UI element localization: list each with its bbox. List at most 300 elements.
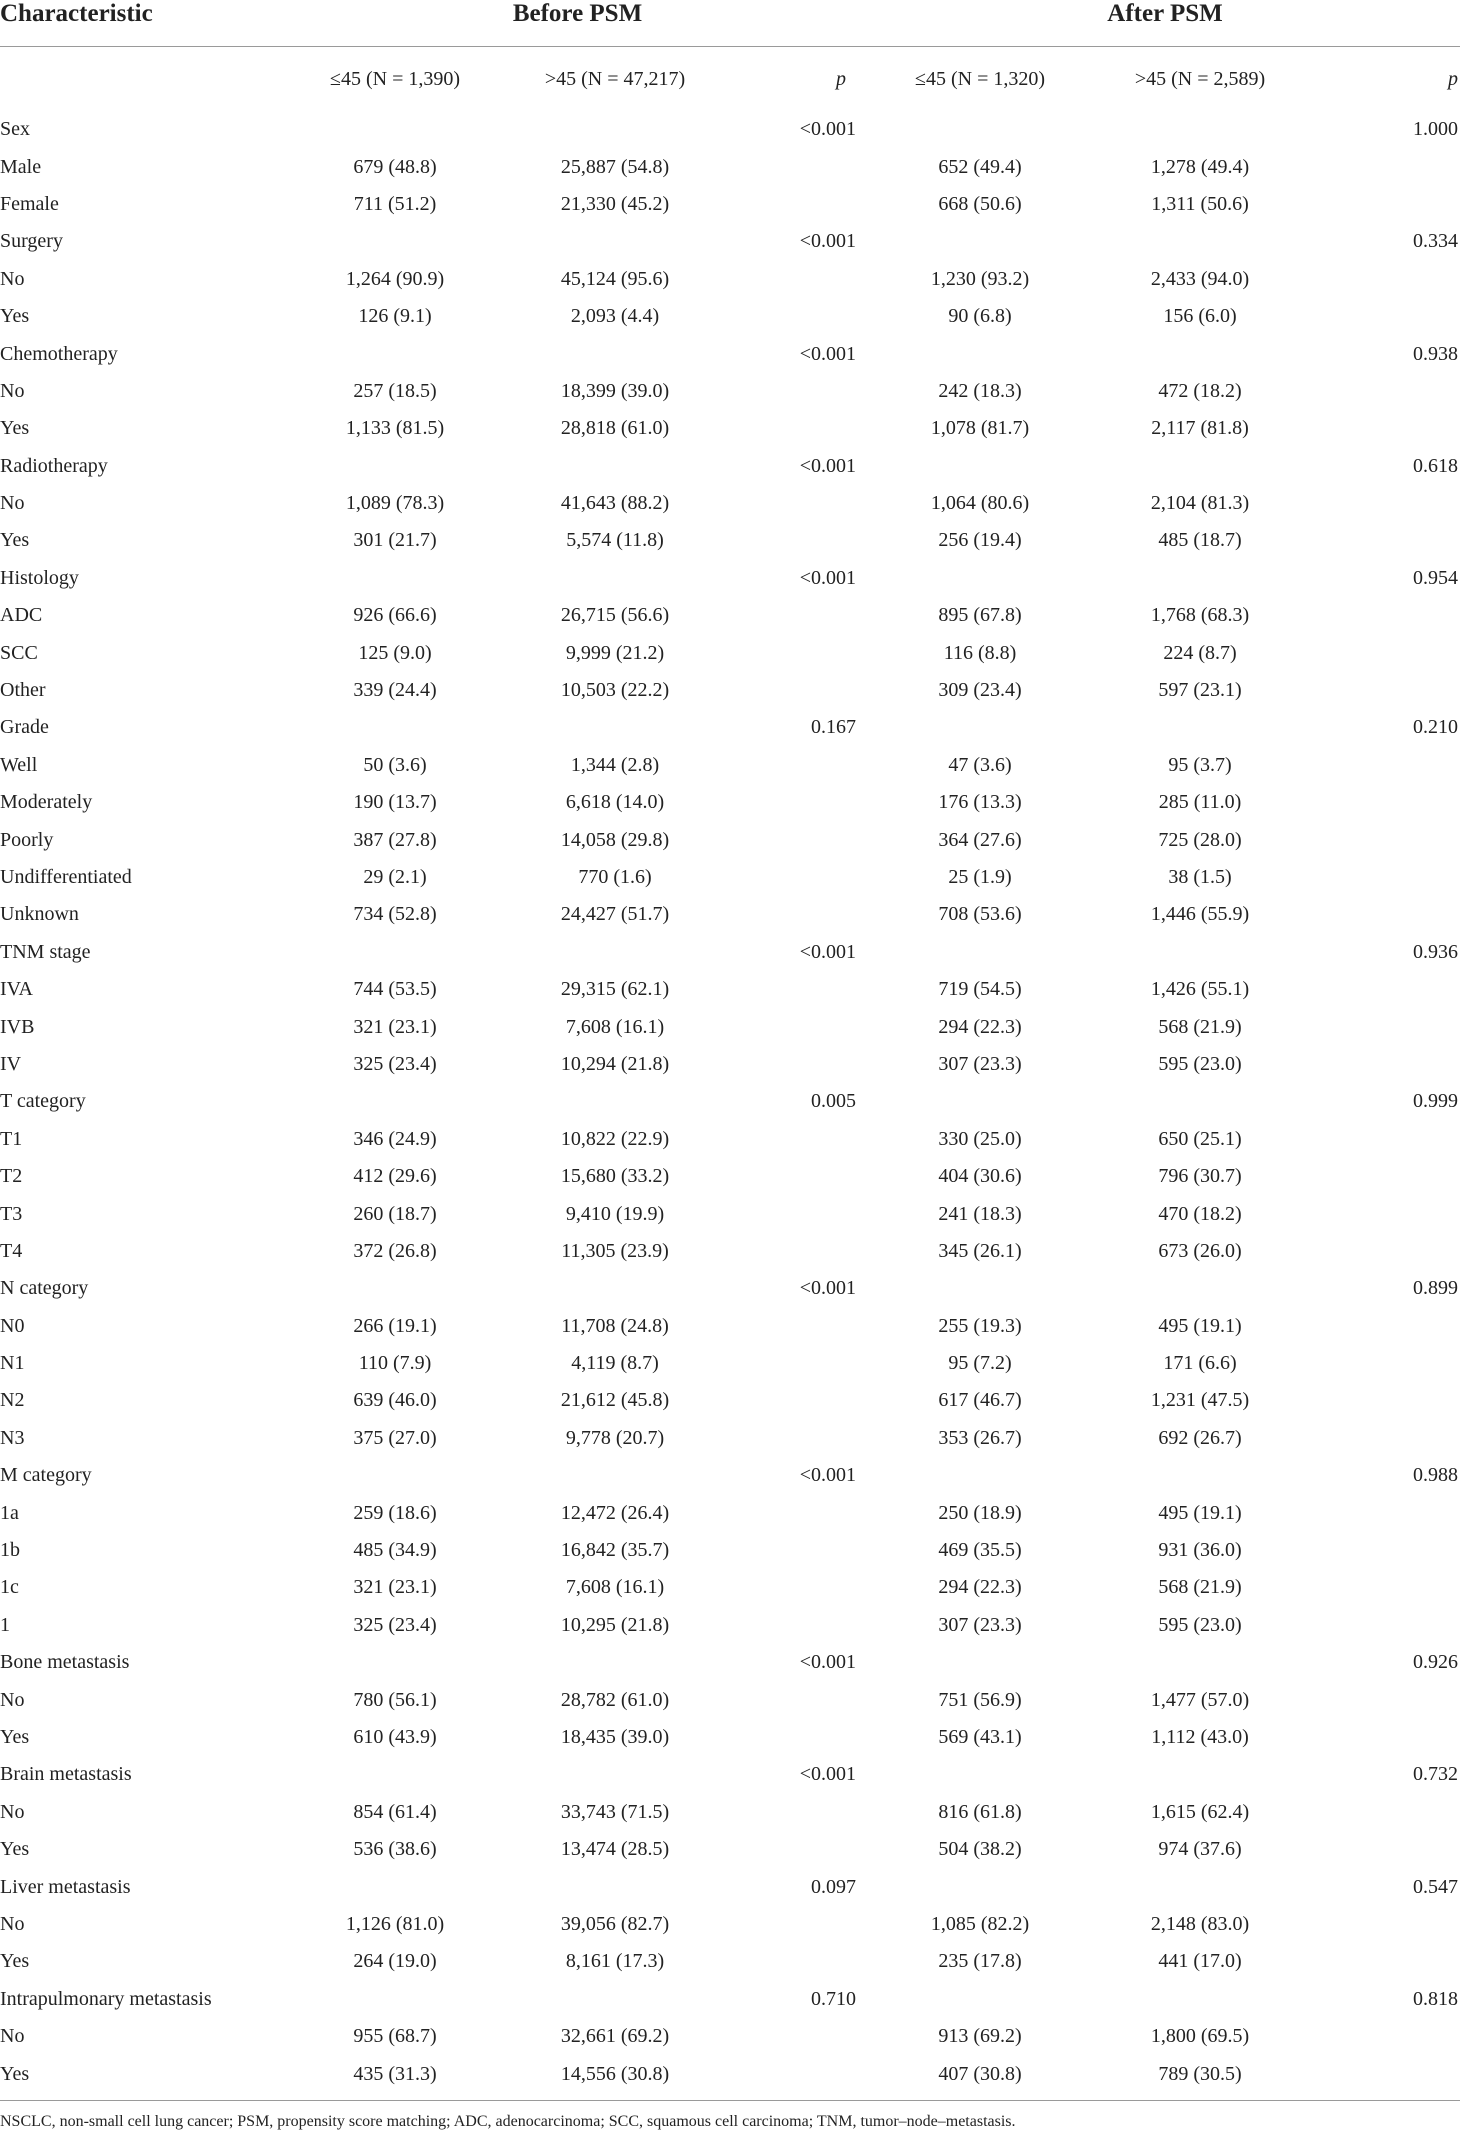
cell-after-le45: 176 (13.3)	[938, 791, 1022, 814]
cell-before-gt45: 7,608 (16.1)	[565, 1576, 665, 1599]
cell-before-gt45: 21,330 (45.2)	[560, 192, 670, 215]
cell-after-le45: 116 (8.8)	[943, 641, 1017, 664]
cell-before-p	[725, 2055, 870, 2092]
cell-after-le45	[870, 335, 1090, 372]
cell-characteristic: T2	[0, 1165, 23, 1188]
table-row	[0, 1195, 1460, 1232]
cell-before-le45: 1,089 (78.3)	[345, 492, 445, 515]
cell-before-le45: 110 (7.9)	[358, 1352, 432, 1375]
table-row	[0, 1681, 1460, 1718]
cell-after-gt45	[1090, 1083, 1310, 1120]
cell-before-p	[725, 859, 870, 896]
cell-before-gt45: 10,295 (21.8)	[560, 1613, 670, 1636]
cell-after-le45	[870, 560, 1090, 597]
cell-after-p	[1310, 2018, 1460, 2055]
table-row	[0, 1121, 1460, 1158]
cell-before-p	[725, 1420, 870, 1457]
cell-before-gt45: 9,778 (20.7)	[565, 1426, 665, 1449]
cell-before-p: <0.001	[799, 1464, 857, 1487]
cell-after-gt45: 1,426 (55.1)	[1150, 978, 1250, 1001]
cell-after-le45: 95 (7.2)	[948, 1352, 1012, 1375]
cell-characteristic: Male	[0, 155, 42, 178]
cell-before-p	[725, 971, 870, 1008]
cell-before-p	[725, 1831, 870, 1868]
cell-after-p	[1310, 1607, 1460, 1644]
cell-before-p: <0.001	[799, 230, 857, 253]
cell-before-gt45: 10,503 (22.2)	[560, 679, 670, 702]
cell-after-gt45: 1,446 (55.9)	[1150, 903, 1250, 926]
cell-before-le45: 1,264 (90.9)	[345, 267, 445, 290]
cell-before-gt45	[505, 1981, 725, 2018]
cell-after-le45: 25 (1.9)	[948, 866, 1012, 888]
cell-after-gt45	[1090, 223, 1310, 260]
cell-after-p: 0.936	[1413, 940, 1459, 963]
table-header	[0, 0, 1460, 111]
cell-before-gt45: 45,124 (95.6)	[560, 267, 670, 290]
table-row	[0, 1382, 1460, 1419]
cell-after-p	[1310, 821, 1460, 858]
cell-after-le45	[870, 934, 1090, 971]
cell-before-le45: 372 (26.8)	[353, 1239, 437, 1262]
cell-before-p: <0.001	[799, 1651, 857, 1674]
cell-after-le45: 353 (26.7)	[938, 1426, 1022, 1449]
header-row-subgroups	[0, 47, 1460, 112]
cell-after-gt45: 224 (8.7)	[1163, 641, 1237, 664]
cell-before-gt45: 28,782 (61.0)	[560, 1688, 670, 1711]
header-before-le45: ≤45 (N = 1,390)	[285, 47, 505, 112]
cell-before-gt45: 6,618 (14.0)	[565, 791, 665, 814]
cell-characteristic: Histology	[0, 566, 79, 589]
cell-before-p: 0.167	[811, 716, 857, 739]
table-row	[0, 2055, 1460, 2092]
cell-after-le45	[870, 1756, 1090, 1793]
cell-after-gt45: 2,104 (81.3)	[1150, 492, 1250, 515]
cell-before-gt45: 8,161 (17.3)	[565, 1950, 665, 1973]
table-row	[0, 485, 1460, 522]
cell-before-le45	[285, 934, 505, 971]
cell-after-gt45: 472 (18.2)	[1158, 379, 1242, 402]
cell-characteristic: Female	[0, 192, 59, 215]
cell-after-gt45: 171 (6.6)	[1163, 1352, 1237, 1375]
cell-after-gt45: 692 (26.7)	[1158, 1426, 1242, 1449]
cell-before-gt45	[505, 1270, 725, 1307]
cell-after-p: 0.999	[1413, 1090, 1459, 1113]
cell-after-p: 0.954	[1413, 566, 1459, 589]
cell-after-le45: 404 (30.6)	[938, 1165, 1022, 1188]
cell-after-le45: 256 (19.4)	[938, 529, 1022, 552]
cell-after-le45: 816 (61.8)	[938, 1800, 1022, 1823]
cell-before-le45: 29 (2.1)	[363, 866, 427, 888]
table-row	[0, 448, 1460, 485]
cell-after-le45: 307 (23.3)	[938, 1613, 1022, 1636]
header-after-p: p	[1310, 47, 1460, 112]
cell-before-le45: 346 (24.9)	[353, 1127, 437, 1150]
cell-after-p	[1310, 186, 1460, 223]
cell-characteristic: 1a	[0, 1501, 19, 1524]
cell-after-p	[1310, 298, 1460, 335]
cell-before-p: <0.001	[799, 342, 857, 365]
cell-before-gt45	[505, 335, 725, 372]
cell-after-p	[1310, 485, 1460, 522]
cell-before-le45: 926 (66.6)	[353, 604, 437, 627]
cell-after-p: 0.988	[1413, 1464, 1459, 1487]
cell-after-le45: 309 (23.4)	[938, 679, 1022, 702]
cell-after-p	[1310, 634, 1460, 671]
table-row	[0, 1532, 1460, 1569]
cell-after-le45: 1,230 (93.2)	[930, 267, 1030, 290]
cell-before-p: <0.001	[799, 1763, 857, 1786]
cell-characteristic: Well	[0, 753, 38, 776]
cell-before-p	[725, 1308, 870, 1345]
cell-after-p	[1310, 1831, 1460, 1868]
cell-after-le45: 242 (18.3)	[938, 379, 1022, 402]
table-row	[0, 597, 1460, 634]
cell-before-le45: 339 (24.4)	[353, 679, 437, 702]
cell-characteristic: SCC	[0, 641, 38, 664]
cell-before-le45: 301 (21.7)	[353, 529, 437, 552]
cell-before-gt45: 10,294 (21.8)	[560, 1052, 670, 1075]
cell-after-le45: 1,085 (82.2)	[930, 1912, 1030, 1935]
cell-after-le45: 1,064 (80.6)	[930, 492, 1030, 515]
cell-before-p	[725, 148, 870, 185]
cell-after-le45: 294 (22.3)	[938, 1015, 1022, 1038]
cell-before-le45: 321 (23.1)	[353, 1576, 437, 1599]
cell-after-gt45: 1,800 (69.5)	[1150, 2025, 1250, 2048]
cell-characteristic: Grade	[0, 716, 49, 739]
cell-before-gt45: 13,474 (28.5)	[560, 1838, 670, 1861]
cell-before-le45: 50 (3.6)	[363, 753, 427, 776]
cell-after-p	[1310, 1943, 1460, 1980]
cell-characteristic: ADC	[0, 604, 43, 627]
cell-after-le45: 469 (35.5)	[938, 1539, 1022, 1562]
cell-before-le45: 780 (56.1)	[353, 1688, 437, 1711]
cell-after-p	[1310, 261, 1460, 298]
cell-before-gt45: 1,344 (2.8)	[570, 753, 660, 776]
cell-characteristic: Surgery	[0, 230, 63, 253]
cell-characteristic: Yes	[0, 2062, 30, 2085]
cell-after-p	[1310, 1532, 1460, 1569]
cell-after-le45: 345 (26.1)	[938, 1239, 1022, 1262]
table-row	[0, 1756, 1460, 1793]
cell-after-p	[1310, 971, 1460, 1008]
cell-characteristic: No	[0, 2025, 25, 2048]
cell-characteristic: T1	[0, 1127, 23, 1150]
cell-before-p	[725, 784, 870, 821]
table-row	[0, 1158, 1460, 1195]
cell-before-gt45: 28,818 (61.0)	[560, 417, 670, 440]
cell-before-le45: 259 (18.6)	[353, 1501, 437, 1524]
cell-before-p	[725, 373, 870, 410]
cell-after-le45: 1,078 (81.7)	[930, 417, 1030, 440]
cell-after-p	[1310, 1494, 1460, 1531]
cell-after-gt45: 650 (25.1)	[1158, 1127, 1242, 1150]
cell-before-gt45: 9,999 (21.2)	[565, 641, 665, 664]
cell-characteristic: No	[0, 1912, 25, 1935]
cell-before-gt45	[505, 709, 725, 746]
header-row-groups	[0, 0, 1460, 47]
cell-before-gt45	[505, 448, 725, 485]
cell-before-p: 0.005	[811, 1090, 857, 1113]
cell-before-le45	[285, 223, 505, 260]
cell-before-gt45: 770 (1.6)	[578, 866, 652, 888]
cell-before-le45: 190 (13.7)	[353, 791, 437, 814]
cell-before-p	[725, 747, 870, 784]
cell-before-p	[725, 1158, 870, 1195]
cell-after-p: 0.547	[1413, 1875, 1459, 1898]
cell-before-gt45	[505, 560, 725, 597]
cell-characteristic: Brain metastasis	[0, 1763, 132, 1786]
cell-before-p	[725, 1607, 870, 1644]
cell-characteristic: 1b	[0, 1539, 20, 1562]
cell-after-le45: 241 (18.3)	[938, 1202, 1022, 1225]
cell-after-le45: 751 (56.9)	[938, 1688, 1022, 1711]
cell-before-le45: 387 (27.8)	[353, 828, 437, 851]
cell-before-gt45: 18,399 (39.0)	[560, 379, 670, 402]
cell-characteristic: No	[0, 492, 25, 515]
cell-after-gt45: 796 (30.7)	[1158, 1165, 1242, 1188]
cell-before-p: <0.001	[799, 1277, 857, 1300]
cell-after-le45	[870, 1644, 1090, 1681]
cell-after-gt45: 441 (17.0)	[1158, 1950, 1242, 1973]
cell-characteristic: IVA	[0, 978, 33, 1001]
cell-before-p	[725, 485, 870, 522]
cell-characteristic: T4	[0, 1239, 23, 1262]
cell-after-p: 0.210	[1413, 716, 1459, 739]
cell-after-gt45: 2,148 (83.0)	[1150, 1912, 1250, 1935]
cell-before-p: 0.710	[811, 1987, 857, 2010]
cell-after-le45	[870, 1868, 1090, 1905]
cell-before-le45	[285, 560, 505, 597]
table-row	[0, 261, 1460, 298]
cell-characteristic: Yes	[0, 1725, 30, 1748]
table-row	[0, 747, 1460, 784]
cell-characteristic: Moderately	[0, 791, 93, 814]
table-row	[0, 560, 1460, 597]
cell-after-gt45	[1090, 1457, 1310, 1494]
cell-after-p: 0.818	[1413, 1987, 1459, 2010]
cell-before-gt45: 10,822 (22.9)	[560, 1127, 670, 1150]
cell-characteristic: N3	[0, 1426, 25, 1449]
cell-before-le45	[285, 709, 505, 746]
cell-before-gt45	[505, 1083, 725, 1120]
table-row	[0, 971, 1460, 1008]
cell-after-p: 0.618	[1413, 454, 1459, 477]
table-footnote: NSCLC, non-small cell lung cancer; PSM, propensity score matching; ADC, adenocarcinoma; SCC, squamous cell carcinoma; TNM, tumor–node–metastasis.	[0, 2100, 1460, 2131]
cell-before-p	[725, 261, 870, 298]
cell-characteristic: Poorly	[0, 828, 54, 851]
cell-after-p	[1310, 1382, 1460, 1419]
cell-after-gt45	[1090, 709, 1310, 746]
table-row	[0, 1420, 1460, 1457]
cell-before-p	[725, 1681, 870, 1718]
table-row	[0, 1607, 1460, 1644]
cell-after-p	[1310, 1008, 1460, 1045]
cell-after-le45	[870, 111, 1090, 148]
cell-before-p	[725, 1569, 870, 1606]
cell-before-le45: 1,126 (81.0)	[345, 1912, 445, 1935]
cell-characteristic: Intrapulmonary metastasis	[0, 1987, 212, 2010]
cell-after-p	[1310, 747, 1460, 784]
cell-before-p	[725, 1121, 870, 1158]
table-row	[0, 1943, 1460, 1980]
cell-after-p	[1310, 1046, 1460, 1083]
table-row	[0, 2018, 1460, 2055]
cell-before-p	[725, 1532, 870, 1569]
cell-before-gt45: 25,887 (54.8)	[560, 155, 670, 178]
cell-before-le45: 325 (23.4)	[353, 1613, 437, 1636]
cell-after-gt45: 568 (21.9)	[1158, 1576, 1242, 1599]
table-row	[0, 1868, 1460, 1905]
cell-before-le45: 536 (38.6)	[353, 1838, 437, 1861]
cell-before-le45: 126 (9.1)	[358, 305, 432, 328]
cell-after-p	[1310, 1794, 1460, 1831]
cell-before-le45	[285, 448, 505, 485]
cell-after-p	[1310, 1195, 1460, 1232]
table-row	[0, 1345, 1460, 1382]
cell-characteristic: T category	[0, 1090, 86, 1113]
cell-after-p	[1310, 522, 1460, 559]
cell-after-gt45: 2,117 (81.8)	[1151, 417, 1249, 440]
cell-after-gt45: 931 (36.0)	[1158, 1539, 1242, 1562]
cell-before-le45: 375 (27.0)	[353, 1426, 437, 1449]
cell-before-gt45: 41,643 (88.2)	[560, 492, 670, 515]
cell-after-le45: 652 (49.4)	[938, 155, 1022, 178]
cell-characteristic: Liver metastasis	[0, 1875, 131, 1898]
cell-before-p	[725, 896, 870, 933]
cell-characteristic: N2	[0, 1389, 25, 1412]
cell-before-gt45	[505, 1756, 725, 1793]
cell-before-gt45: 33,743 (71.5)	[560, 1800, 670, 1823]
cell-characteristic: IV	[0, 1052, 22, 1075]
cell-before-gt45: 24,427 (51.7)	[560, 903, 670, 926]
cell-after-gt45	[1090, 1981, 1310, 2018]
cell-after-gt45: 974 (37.6)	[1158, 1838, 1242, 1861]
table-row	[0, 1719, 1460, 1756]
cell-after-le45	[870, 709, 1090, 746]
cell-before-p: 0.097	[811, 1875, 857, 1898]
cell-before-le45: 435 (31.3)	[353, 2062, 437, 2085]
cell-after-gt45: 1,768 (68.3)	[1150, 604, 1250, 627]
cell-after-gt45: 725 (28.0)	[1158, 828, 1242, 851]
cell-after-gt45	[1090, 934, 1310, 971]
cell-after-p	[1310, 148, 1460, 185]
cell-after-le45: 407 (30.8)	[938, 2062, 1022, 2085]
table-row	[0, 1906, 1460, 1943]
cell-after-gt45	[1090, 1756, 1310, 1793]
cell-after-gt45: 1,278 (49.4)	[1150, 155, 1250, 178]
cell-before-le45	[285, 1457, 505, 1494]
table-body	[0, 111, 1460, 2093]
cell-after-p	[1310, 1569, 1460, 1606]
cell-after-le45: 504 (38.2)	[938, 1838, 1022, 1861]
cell-after-le45: 90 (6.8)	[948, 305, 1012, 328]
cell-before-gt45: 11,305 (23.9)	[561, 1239, 669, 1262]
cell-after-le45: 719 (54.5)	[938, 978, 1022, 1001]
cell-after-le45: 668 (50.6)	[938, 192, 1022, 215]
cell-before-le45	[285, 1644, 505, 1681]
cell-before-p	[725, 1046, 870, 1083]
table-row	[0, 148, 1460, 185]
cell-after-gt45: 1,231 (47.5)	[1150, 1389, 1250, 1412]
cell-after-gt45	[1090, 1644, 1310, 1681]
table-row	[0, 1270, 1460, 1307]
cell-before-gt45: 21,612 (45.8)	[560, 1389, 670, 1412]
header-empty	[0, 47, 285, 112]
cell-after-gt45: 597 (23.1)	[1158, 679, 1242, 702]
cell-before-gt45	[505, 1868, 725, 1905]
cell-after-le45: 569 (43.1)	[938, 1725, 1022, 1748]
cell-after-p: 1.000	[1413, 118, 1459, 141]
cell-before-p: <0.001	[799, 566, 857, 589]
cell-before-gt45: 4,119 (8.7)	[571, 1352, 659, 1375]
cell-after-le45: 294 (22.3)	[938, 1576, 1022, 1599]
cell-characteristic: IVB	[0, 1015, 35, 1038]
table-row	[0, 1494, 1460, 1531]
cell-before-gt45: 12,472 (26.4)	[560, 1501, 670, 1524]
cell-before-gt45	[505, 111, 725, 148]
cell-before-gt45: 15,680 (33.2)	[560, 1165, 670, 1188]
cell-before-gt45: 7,608 (16.1)	[565, 1015, 665, 1038]
cell-after-gt45: 495 (19.1)	[1158, 1501, 1242, 1524]
cell-after-p	[1310, 1121, 1460, 1158]
cell-after-le45	[870, 1270, 1090, 1307]
cell-after-gt45: 470 (18.2)	[1158, 1202, 1242, 1225]
cell-after-le45: 250 (18.9)	[938, 1501, 1022, 1524]
cell-characteristic: TNM stage	[0, 940, 91, 963]
cell-characteristic: Yes	[0, 1950, 30, 1973]
cell-after-gt45: 595 (23.0)	[1158, 1613, 1242, 1636]
cell-before-gt45	[505, 223, 725, 260]
cell-after-gt45: 1,477 (57.0)	[1150, 1688, 1250, 1711]
cell-characteristic: Yes	[0, 417, 30, 440]
header-before-gt45: >45 (N = 47,217)	[505, 47, 725, 112]
cell-after-p	[1310, 1345, 1460, 1382]
cell-before-p	[725, 1345, 870, 1382]
table-row	[0, 1308, 1460, 1345]
cell-after-p	[1310, 1906, 1460, 1943]
cell-before-p	[725, 410, 870, 447]
cell-before-le45	[285, 1270, 505, 1307]
cell-after-le45: 895 (67.8)	[938, 604, 1022, 627]
cell-before-p	[725, 186, 870, 223]
table-row	[0, 709, 1460, 746]
cell-characteristic: Undifferentiated	[0, 866, 132, 888]
cell-before-le45: 321 (23.1)	[353, 1015, 437, 1038]
table-row	[0, 111, 1460, 148]
table-row	[0, 186, 1460, 223]
table-row	[0, 1233, 1460, 1270]
cell-characteristic: Sex	[0, 118, 30, 141]
cell-after-p	[1310, 672, 1460, 709]
cell-after-p	[1310, 373, 1460, 410]
cell-characteristic: Radiotherapy	[0, 454, 108, 477]
cell-before-p	[725, 1195, 870, 1232]
cell-characteristic: Yes	[0, 305, 30, 328]
cell-before-le45: 744 (53.5)	[353, 978, 437, 1001]
cell-before-gt45: 14,556 (30.8)	[560, 2062, 670, 2085]
cell-before-gt45	[505, 1457, 725, 1494]
cell-before-p	[725, 1382, 870, 1419]
table-row	[0, 1083, 1460, 1120]
cell-before-p	[725, 634, 870, 671]
cell-after-gt45: 95 (3.7)	[1168, 753, 1232, 776]
cell-after-le45: 617 (46.7)	[938, 1389, 1022, 1412]
table-row	[0, 410, 1460, 447]
table-row	[0, 298, 1460, 335]
cell-after-gt45: 495 (19.1)	[1158, 1314, 1242, 1337]
cell-after-p	[1310, 1719, 1460, 1756]
header-before-p: p	[725, 47, 870, 112]
